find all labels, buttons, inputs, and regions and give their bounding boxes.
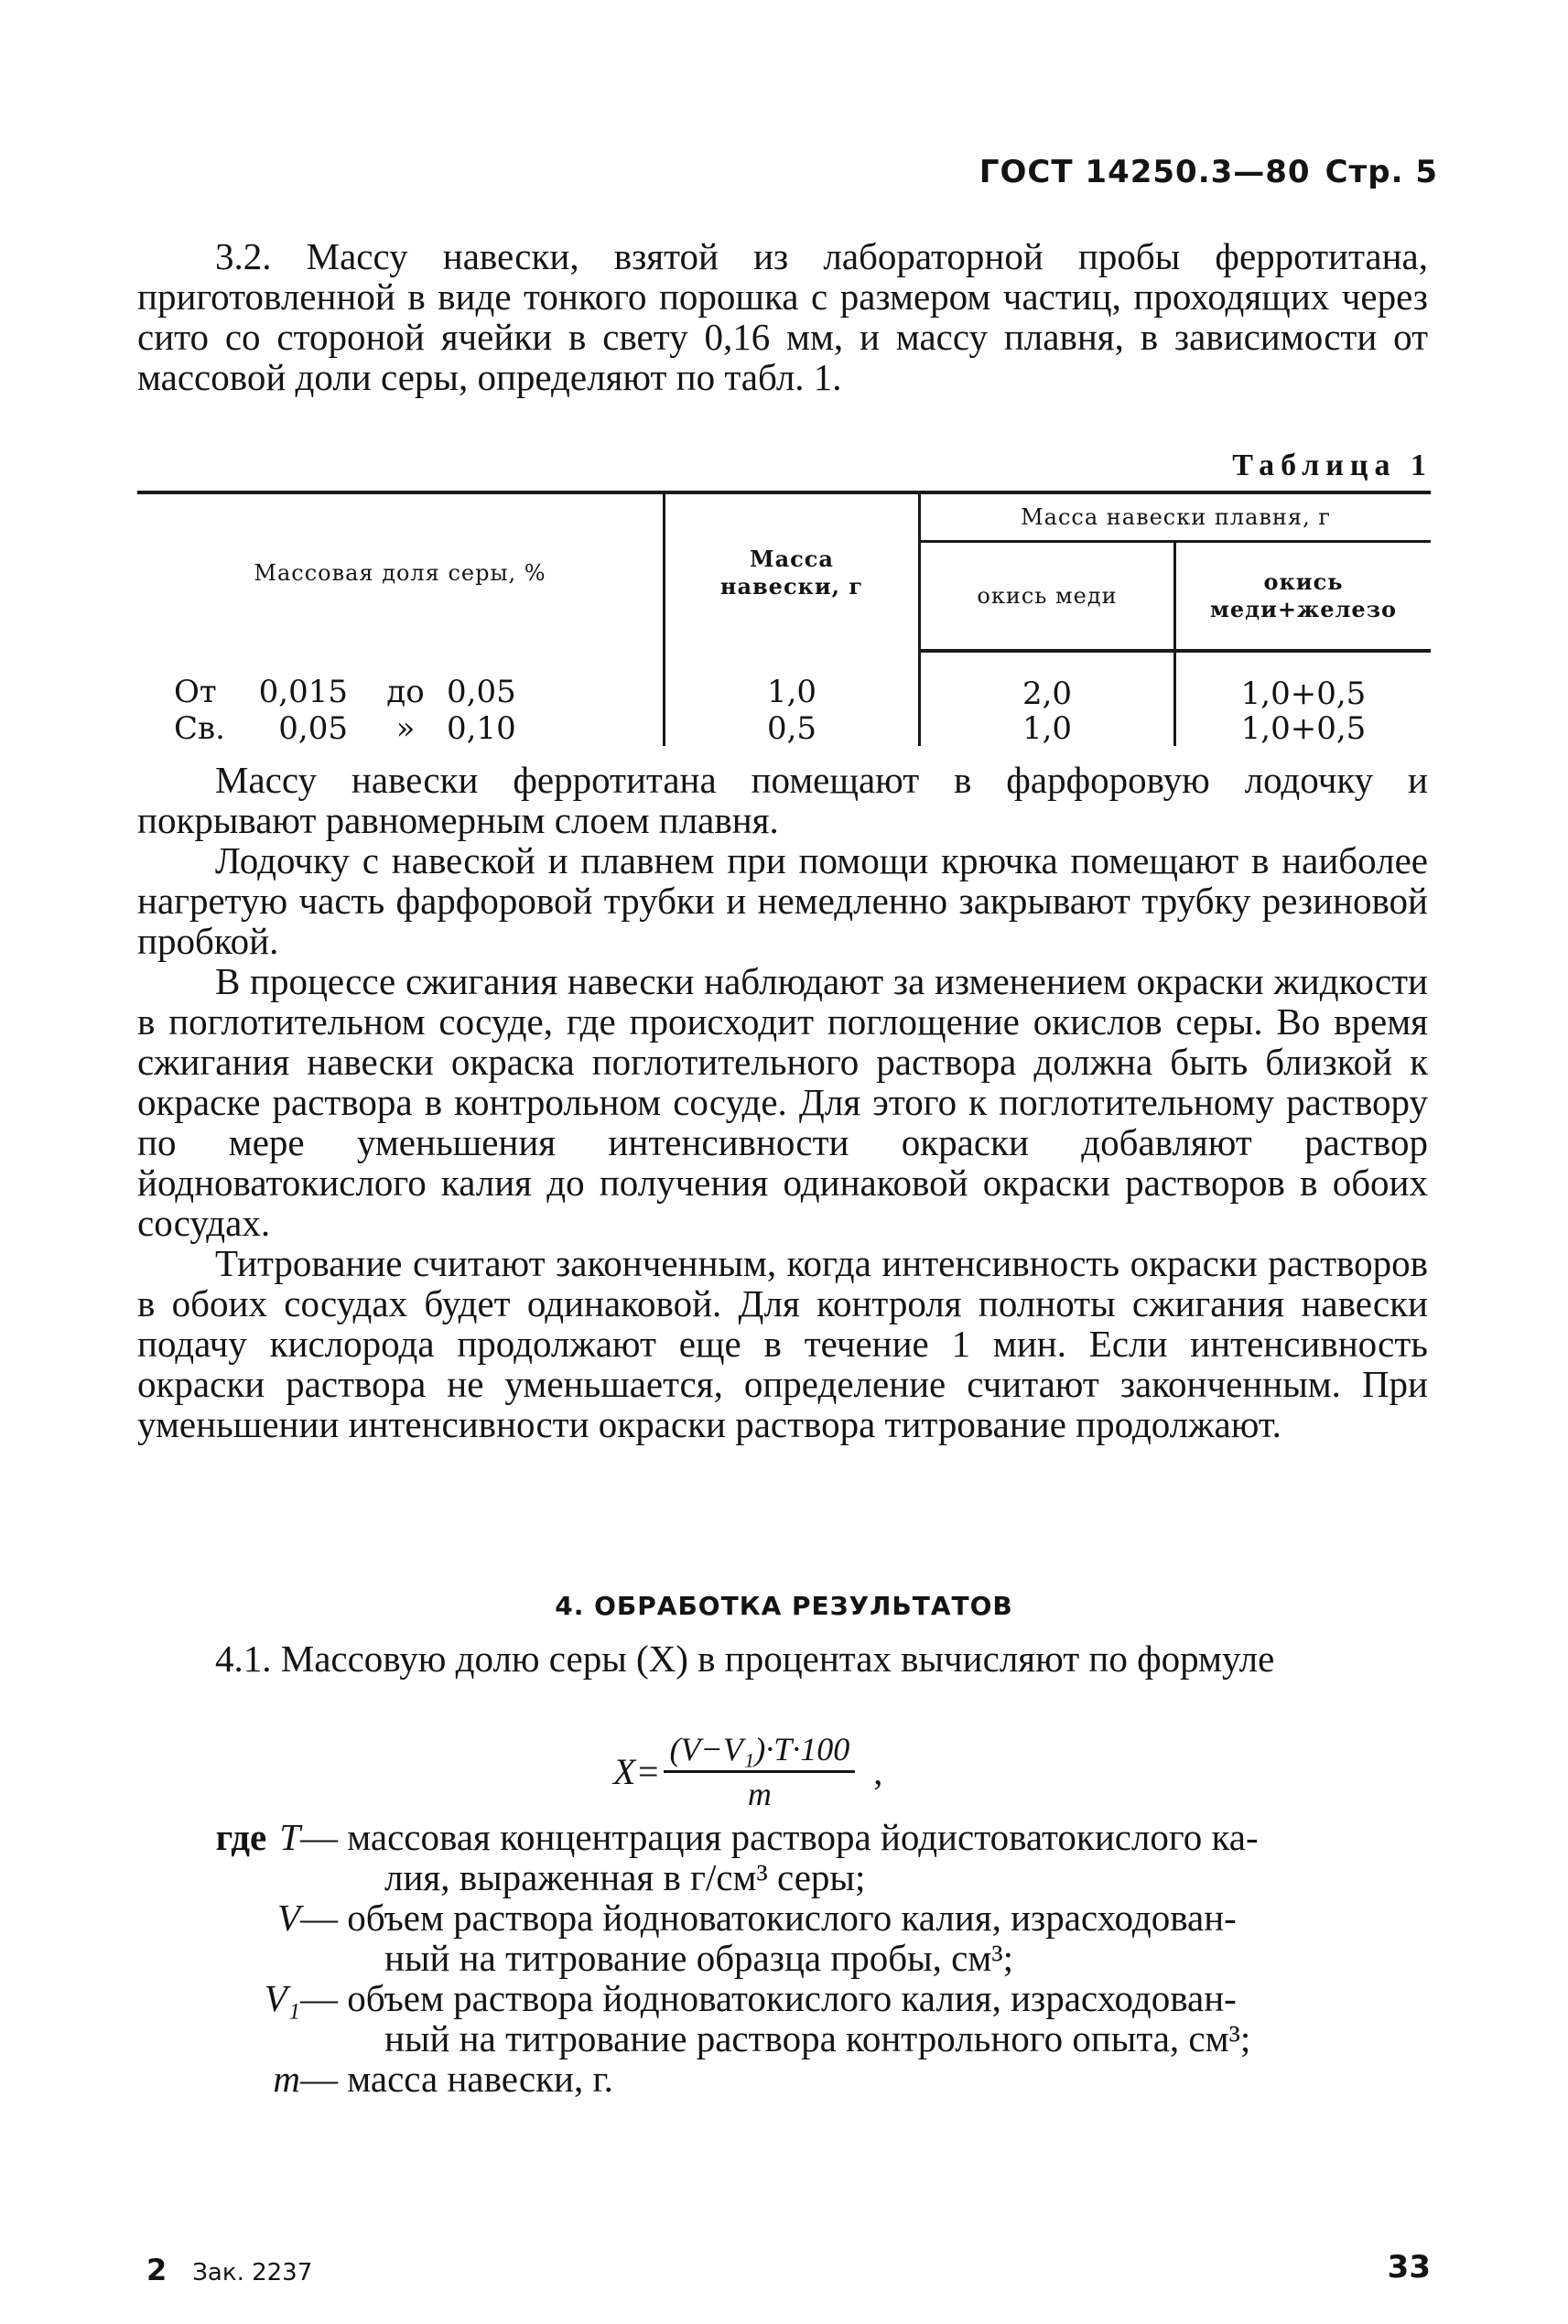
col-header-cuo: окись меди	[920, 542, 1175, 652]
legend-desc-cont: лия, выраженная в г/см³ серы;	[384, 1856, 866, 1898]
where-word: где	[215, 1816, 267, 1858]
legend-item	[137, 1817, 1433, 1897]
standard-number: ГОСТ 14250.3—80	[979, 154, 1311, 190]
formula-comma: ,	[873, 1751, 883, 1792]
range-separator: »	[395, 710, 416, 747]
legend-desc-cont: ный на титрование образца пробы, см³;	[384, 1937, 1014, 1979]
page-footer-left	[146, 2253, 312, 2287]
range-to: 0,10	[447, 710, 516, 747]
paragraph: В процессе сжигания навески наблюдают за изменением окраски жидкости в поглотительном сосуде, где происходит поглощение окислов серы. Во время сжигания навески окраска поглотительного раствора должна быть близкой к окраске раствора в контрольном сосуде. Для этого к поглотительному раствору по мере уменьшения интенсивности окраски добавляют раствор йодноватокислого калия до получения одинаковой окраски растворов в обоих сосудах.	[137, 960, 1428, 1244]
range-prefix: Св.	[174, 710, 225, 747]
legend-symbol: m	[273, 2058, 300, 2100]
range-from: 0,015	[258, 674, 348, 710]
sheet-number: 2	[146, 2253, 168, 2287]
range-from: 0,05	[278, 710, 348, 747]
table-row	[137, 711, 1431, 746]
paragraph: Титрование считают законченным, когда интенсивность окраски растворов в обоих сосудах будет одинаковой. Для контроля полноты сжигания навески подачу кислорода продолжают еще в течение 1 мин. Если интенсивность окраски раствора не уменьшается, определение считают законченным. При уменьшении интенсивности окраски раствора титрование продолжают.	[137, 1242, 1428, 1445]
cell-cufe: 1,0+0,5	[1175, 651, 1432, 711]
formula-legend	[137, 1817, 1433, 2099]
cell-cuo: 2,0	[920, 651, 1175, 711]
cell-sample-mass: 0,5	[665, 711, 920, 746]
legend-desc-cont: ный на титрование раствора контрольного опыта, см³;	[384, 2017, 1251, 2059]
page-header	[979, 154, 1438, 190]
formula	[613, 1730, 882, 1813]
col-header-sample-mass	[665, 492, 920, 651]
formula-denominator: m	[747, 1776, 772, 1812]
col-header-flux-group: Масса навески плавня, г	[920, 492, 1432, 542]
page-number: 33	[1387, 2249, 1431, 2286]
cell-cuo: 1,0	[920, 711, 1175, 746]
col-header-cufe	[1175, 542, 1432, 652]
cell-sulfur-range	[137, 711, 665, 746]
legend-symbol: V₁	[264, 1977, 300, 2019]
cell-sample-mass: 1,0	[665, 651, 920, 711]
table-row	[137, 651, 1431, 711]
header-page: Стр. 5	[1325, 154, 1438, 190]
legend-desc: — объем раствора йодноватокислого калия, израсходован-	[300, 1977, 1237, 2019]
paragraph: Лодочку с навеской и плавнем при помощи крючка помещают в наиболее нагретую часть фарфоровой трубки и немедленно закрывают трубку резиновой пробкой.	[137, 839, 1428, 962]
range-separator: до	[386, 674, 425, 710]
legend-symbol: T	[279, 1816, 300, 1858]
legend-desc: — объем раствора йодноватокислого калия, израсходован-	[300, 1897, 1237, 1939]
section-4-1	[137, 1638, 1428, 1679]
formula-lhs: X=	[613, 1751, 661, 1792]
legend-item	[137, 1978, 1433, 2059]
paragraph: Массу навески ферротитана помещают в фарфоровую лодочку и покрывают равномерным слоем плавня.	[137, 759, 1428, 841]
col-header-sample-mass-label: Масса навески, г	[719, 545, 864, 600]
section-4-title: 4. ОБРАБОТКА РЕЗУЛЬТАТОВ	[555, 1591, 1013, 1621]
formula-numerator: (V−V₁)·T·100	[664, 1730, 855, 1773]
legend-item	[137, 1897, 1433, 1978]
formula-fraction	[664, 1730, 855, 1813]
range-prefix: От	[174, 674, 217, 710]
legend-item	[137, 2059, 1433, 2099]
paragraph-4-1: 4.1. Массовую долю серы (X) в процентах вычисляют по формуле	[215, 1638, 1275, 1680]
legend-desc: — массовая концентрация раствора йодистоватокислого ка-	[300, 1816, 1259, 1858]
cell-sulfur-range	[137, 651, 665, 711]
table-caption: Таблица 1	[1232, 449, 1433, 482]
order-number: Зак. 2237	[192, 2259, 313, 2286]
range-to: 0,05	[447, 674, 516, 710]
col-header-sulfur: Массовая доля серы, %	[137, 492, 665, 651]
section-3-procedure	[137, 760, 1428, 1444]
table-1	[137, 491, 1431, 746]
paragraph-3-2: 3.2. Массу навески, взятой из лабораторной пробы ферротитана, приготовленной в виде тонкого порошка с размером частиц, проходящих через сито со стороной ячейки в свету 0,16 мм, и массу плавня, в зависимости от массовой доли серы, определяют по табл. 1.	[137, 235, 1428, 398]
cell-cufe: 1,0+0,5	[1175, 711, 1432, 746]
col-header-cufe-label: окись меди+железо	[1209, 568, 1398, 622]
legend-symbol: V	[276, 1897, 300, 1939]
section-3-2	[137, 236, 1428, 397]
legend-desc: — масса навески, г.	[300, 2058, 613, 2100]
